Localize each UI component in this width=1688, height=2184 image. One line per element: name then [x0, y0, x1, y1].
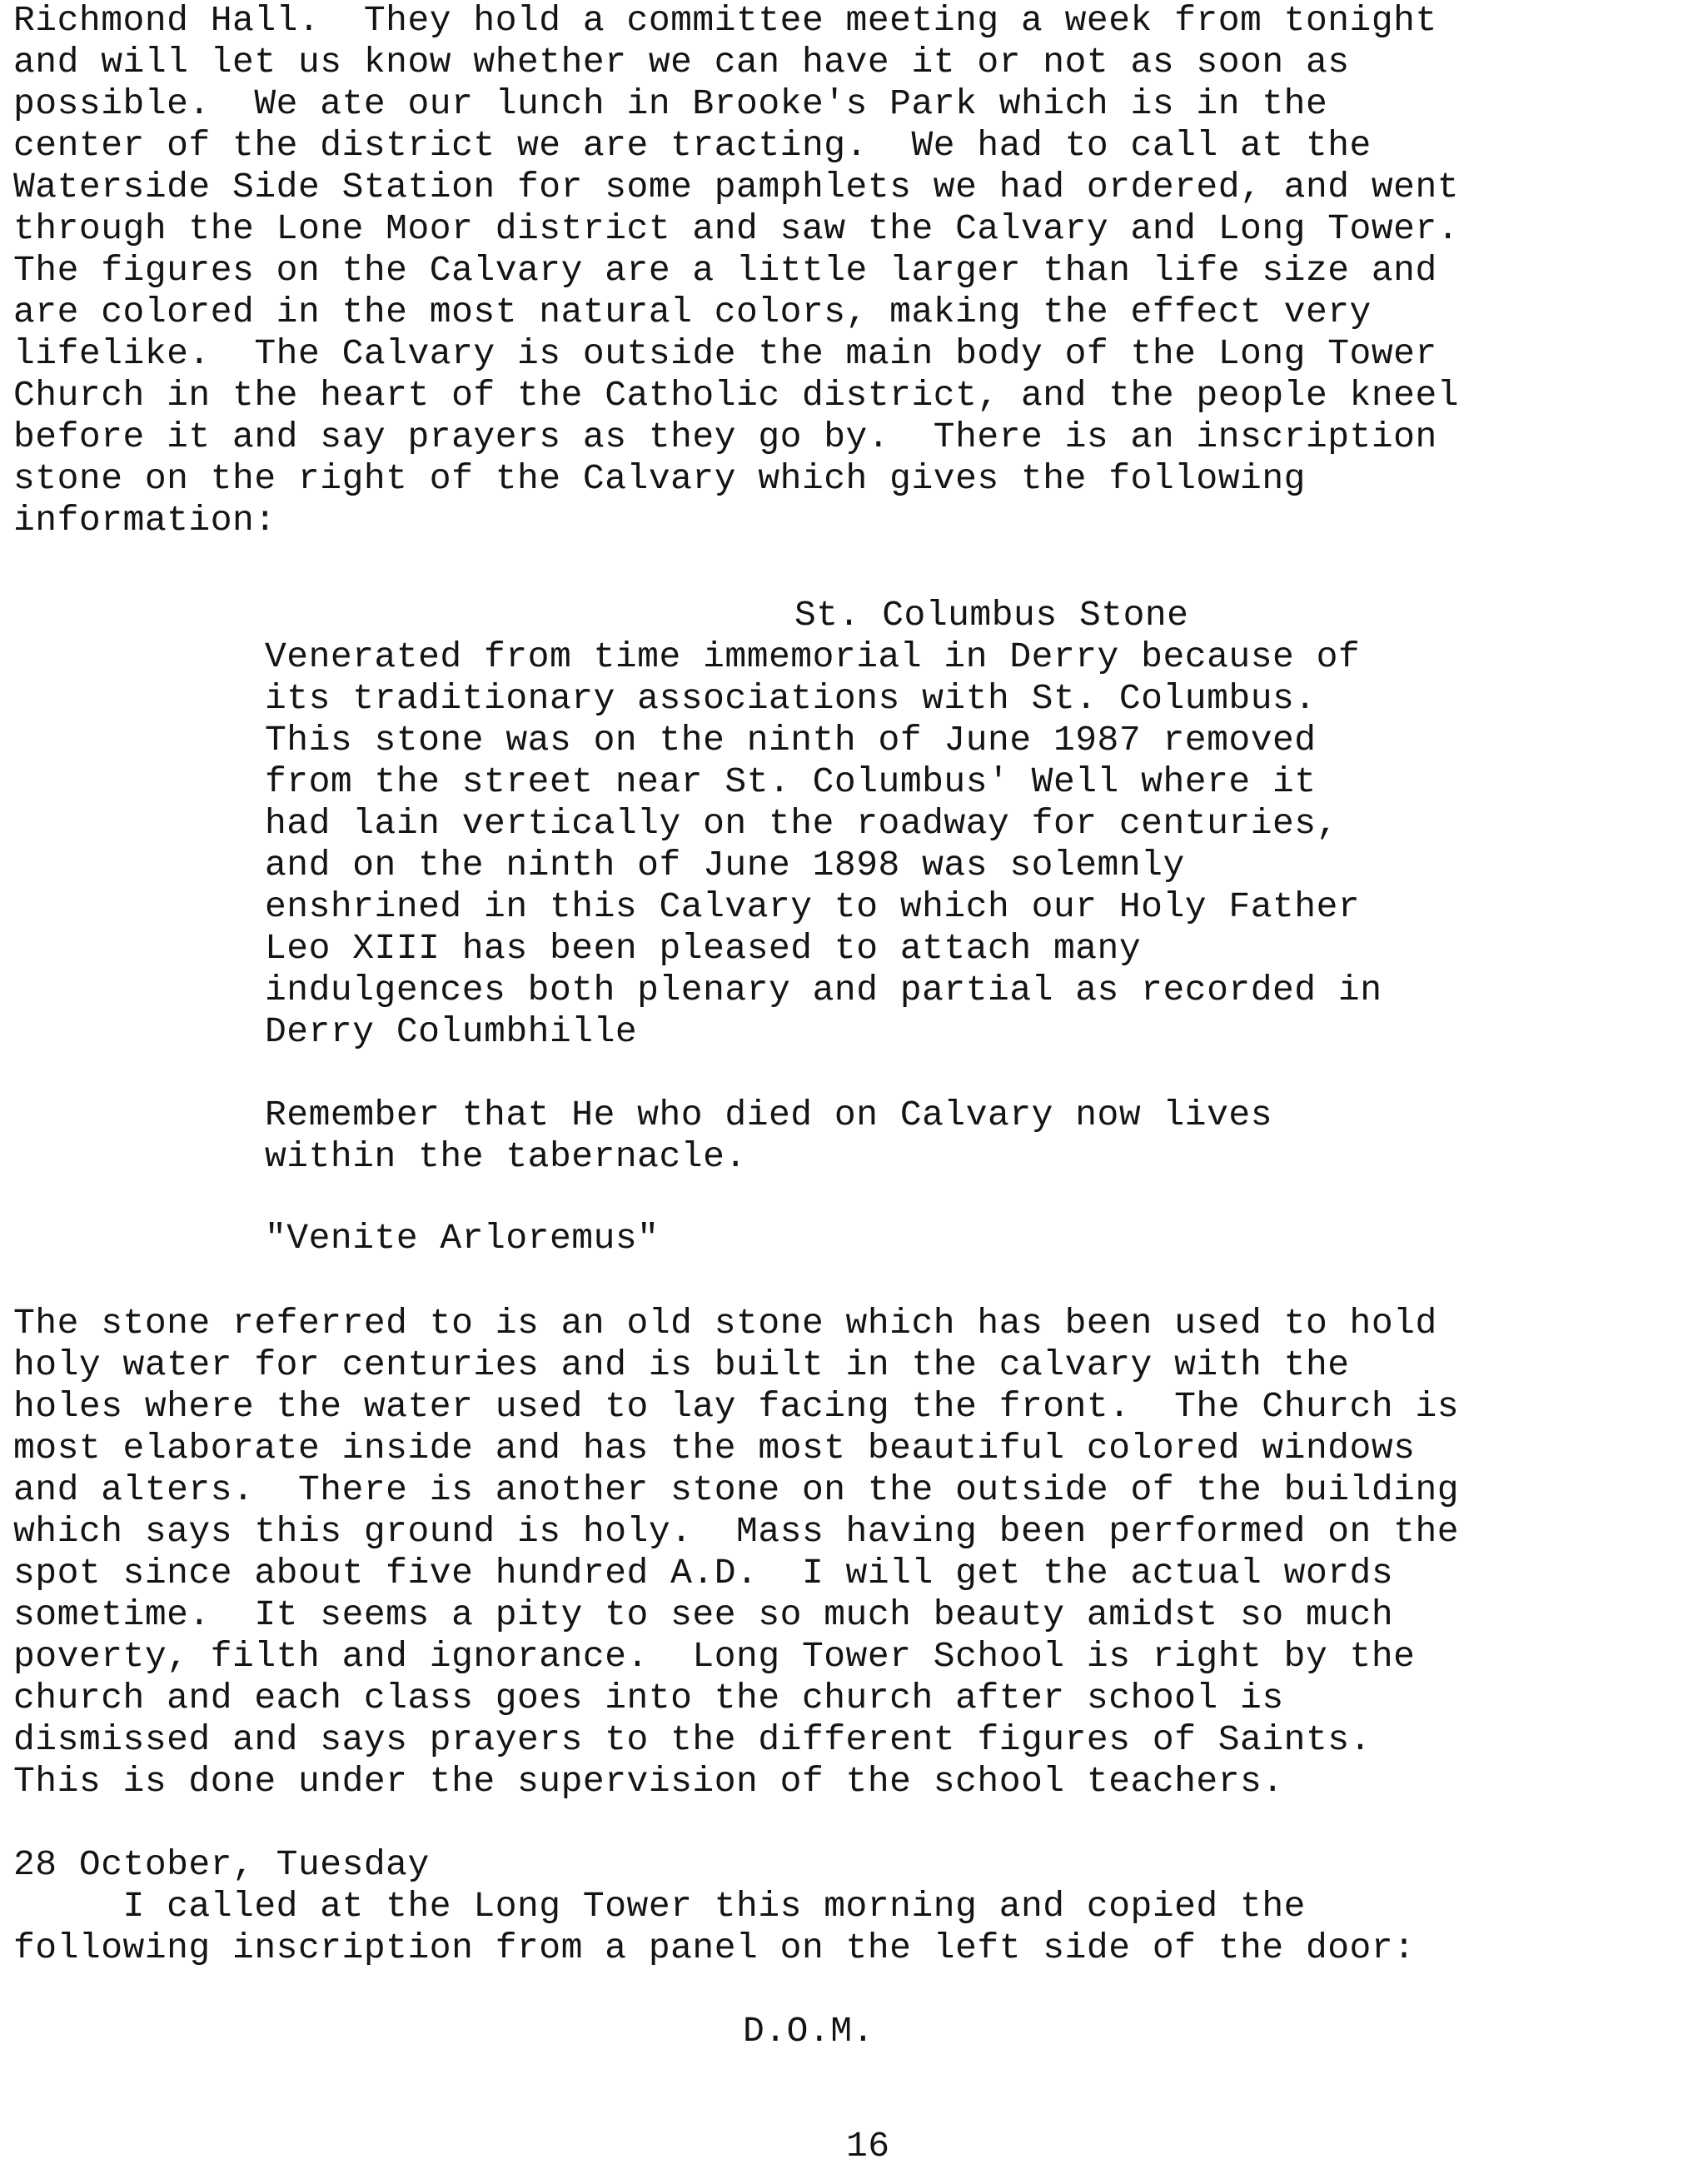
inscription-line: enshrined in this Calvary to which our Holy Father — [265, 886, 1361, 927]
text-line: The figures on the Calvary are a little larger than life size and — [13, 250, 1437, 291]
text-line: stone on the right of the Calvary which gives the following — [13, 458, 1306, 499]
text-line: center of the district we are tracting. We had to call at the — [13, 125, 1372, 166]
text-line: sometime. It seems a pity to see so much beauty amidst so much — [13, 1594, 1394, 1635]
text-line: before it and say prayers as they go by. There is an inscription — [13, 416, 1437, 457]
text-line: The stone referred to is an old stone which has been used to hold — [13, 1303, 1437, 1344]
inscription-title: St. Columbus Stone — [794, 595, 1189, 636]
text-line: dismissed and says prayers to the different figures of Saints. — [13, 1719, 1372, 1760]
inscription-line: Venerated from time immemorial in Derry because of — [265, 636, 1361, 677]
text-line: holes where the water used to lay facing the front. The Church is — [13, 1386, 1460, 1427]
text-line: spot since about five hundred A.D. I will get the actual words — [13, 1553, 1394, 1593]
text-line: most elaborate inside and has the most beautiful colored windows — [13, 1428, 1416, 1468]
text-line: information: — [13, 500, 276, 541]
text-line: Richmond Hall. They hold a committee meeting a week from tonight — [13, 0, 1437, 41]
remember-line: Remember that He who died on Calvary now lives — [265, 1094, 1272, 1135]
dom-heading: D.O.M. — [743, 2011, 874, 2052]
text-line: through the Lone Moor district and saw the Calvary and Long Tower. — [13, 208, 1460, 249]
entry-date: 28 October, Tuesday — [13, 1844, 430, 1885]
text-line: I called at the Long Tower this morning and copied the — [13, 1886, 1306, 1927]
page-number: 16 — [846, 2126, 890, 2167]
text-line: possible. We ate our lunch in Brooke's Park which is in the — [13, 83, 1328, 124]
inscription-line: Leo XIII has been pleased to attach many — [265, 928, 1142, 969]
text-line: holy water for centuries and is built in the calvary with the — [13, 1344, 1350, 1385]
text-line: Church in the heart of the Catholic district, and the people kneel — [13, 375, 1460, 416]
text-line: Waterside Side Station for some pamphlets we had ordered, and went — [13, 167, 1460, 207]
inscription-line: its traditionary associations with St. Columbus. — [265, 678, 1317, 719]
remember-line: within the tabernacle. — [265, 1136, 747, 1177]
inscription-line: had lain vertically on the roadway for centuries, — [265, 803, 1338, 844]
inscription-line: Derry Columbhille — [265, 1011, 638, 1052]
inscription-line: indulgences both plenary and partial as recorded in — [265, 970, 1382, 1010]
inscription-line: and on the ninth of June 1898 was solemnly — [265, 845, 1185, 885]
inscription-line: This stone was on the ninth of June 1987 removed — [265, 720, 1317, 760]
text-line: church and each class goes into the church after school is — [13, 1678, 1284, 1718]
text-line: poverty, filth and ignorance. Long Tower School is right by the — [13, 1636, 1416, 1677]
inscription-motto: "Venite Arloremus" — [265, 1218, 660, 1259]
text-line: lifelike. The Calvary is outside the main body of the Long Tower — [13, 333, 1437, 374]
text-line: This is done under the supervision of the school teachers. — [13, 1761, 1284, 1802]
text-line: and alters. There is another stone on the outside of the building — [13, 1469, 1460, 1510]
text-line: are colored in the most natural colors, making the effect very — [13, 292, 1372, 332]
text-line: and will let us know whether we can have it or not as soon as — [13, 42, 1350, 82]
text-line: following inscription from a panel on the left side of the door: — [13, 1927, 1416, 1968]
inscription-line: from the street near St. Columbus' Well where it — [265, 761, 1317, 802]
text-line: which says this ground is holy. Mass having been performed on the — [13, 1511, 1460, 1552]
